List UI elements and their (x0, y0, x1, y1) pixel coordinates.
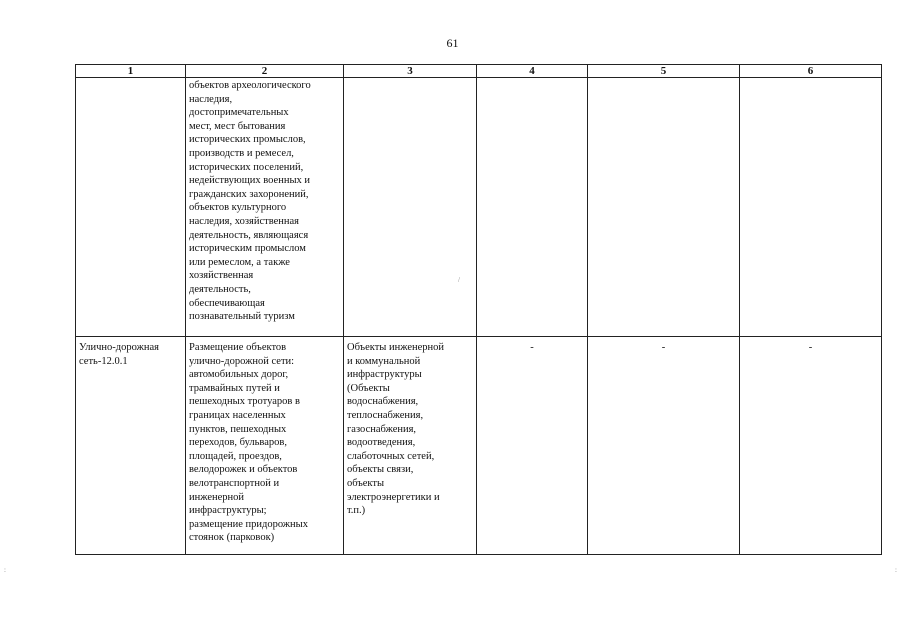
column-header-4: 4 (477, 65, 588, 78)
column-5-cell (588, 78, 740, 337)
column-header-3: 3 (344, 65, 477, 78)
permitted-objects-cell: Объекты инженерной и коммунальной инфраструктуры (Объекты водоснабжения, теплоснабжения, газоснабжения, водоотведения, слаботочных сетей, объекты связи, объекты электроэнергетики и т.п.) (344, 337, 477, 555)
table-row (76, 78, 882, 337)
use-description-cell: Размещение объектов улично-дорожной сети: автомобильных дорог, трамвайных путей и пешеходных тротуаров в границах населенных пунктов, пешеходных переходов, бульваров, площадей, проездов, велодорожек и объектов велотранспортной и инженерной инфраструктуры; размещение придорожных стоянок (парковок) (186, 337, 344, 555)
column-5-cell: - (588, 337, 740, 555)
column-header-5: 5 (588, 65, 740, 78)
column-4-cell: - (477, 337, 588, 555)
column-header-1: 1 (76, 65, 186, 78)
regulation-table (75, 64, 882, 555)
column-header-2: 2 (186, 65, 344, 78)
page-number: 61 (446, 36, 459, 50)
scan-edge-mark: : (4, 566, 6, 574)
land-use-type-cell (76, 78, 186, 337)
use-description-cell: объектов археологического наследия, достопримечательных мест, мест бытования исторических промыслов, производств и ремесел, исторических поселений, недействующих военных и гражданских захоронений, объектов культурного наследия, хозяйственная деятельность, являющаяся историческим промыслом или ремеслом, а также хозяйственная деятельность, обеспечивающая познавательный туризм (186, 78, 344, 337)
column-6-cell: - (740, 337, 882, 555)
scan-speck: / (458, 276, 460, 284)
land-use-type-cell: Улично-дорожная сеть-12.0.1 (76, 337, 186, 555)
permitted-objects-cell (344, 78, 477, 337)
column-6-cell (740, 78, 882, 337)
table-row (76, 337, 882, 555)
column-4-cell (477, 78, 588, 337)
scan-edge-mark: : (895, 566, 897, 574)
column-header-6: 6 (740, 65, 882, 78)
table-header-row (76, 65, 882, 78)
